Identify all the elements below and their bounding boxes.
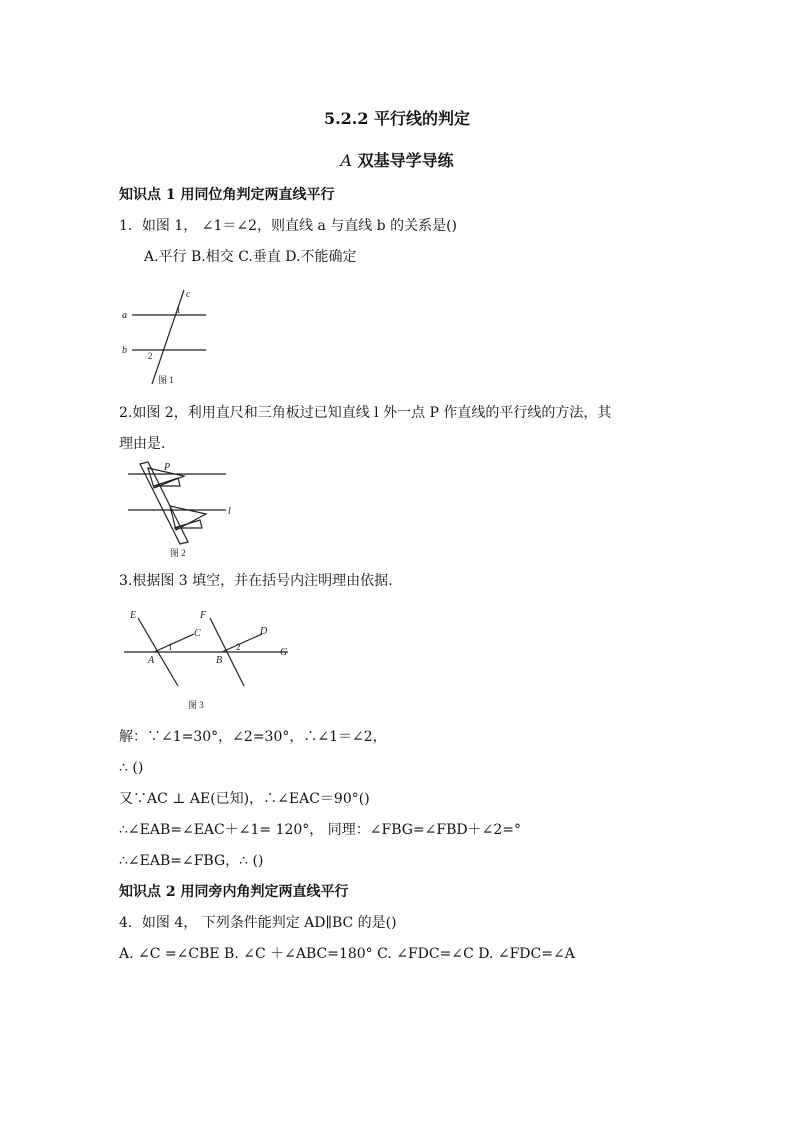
fig3-label-f: F [200,610,207,621]
fig3-angle-1: 1 [168,642,173,652]
fig2-label-l: l [228,506,231,517]
fig3-label-d: D [260,626,268,637]
q2-stem-line2: 理由是. [119,436,166,452]
section-heading [0,148,794,171]
q3-solution-line1: 解：∵∠1=30°，∠2=30°，∴∠1＝∠2， [119,729,387,745]
q3-solution-line4: ∴∠EAB=∠EAC＋∠1= 120°， 同理：∠FBG=∠FBD＋∠2=° [119,822,521,838]
figure-3 [118,604,298,714]
fig3-label-g: G [280,647,288,658]
fig3-label-e: E [130,610,137,621]
fig3-label-a: A [148,655,155,666]
q3-solution-line3: 又∵AC ⊥ AE(已知)，∴∠EAC＝90°() [119,791,370,807]
figure-2 [118,458,248,562]
figure-1 [118,284,218,390]
fig3-angle-2: 2 [236,642,241,652]
q1-options: A.平行 B.相交 C.垂直 D.不能确定 [144,249,357,265]
section-name: 双基导学导练 [357,151,454,170]
fig1-label-b: b [122,345,127,356]
knowledge-point-2: 知识点 2 用同旁内角判定两直线平行 [119,884,349,900]
q2-stem-line1: 2.如图 2，利用直尺和三角板过已知直线 l 外一点 P 作直线的平行线的方法，其 [119,405,612,421]
fig3-label-c: C [194,628,201,639]
knowledge-point-1: 知识点 1 用同位角判定两直线平行 [119,187,335,203]
fig1-label-a: a [122,310,127,321]
page-title: 5.2.2 平行线的判定 [323,109,471,128]
q4-stem: 4．如图 4， 下列条件能判定 AD∥BC 的是() [119,915,397,931]
q4-options: A. ∠C =∠CBE B. ∠C ＋∠ABC=180° C. ∠FDC=∠C D. ∠FDC=∠A [119,946,575,962]
fig3-ray-ac [154,634,194,652]
fig1-angle-2: 2 [148,351,153,361]
fig3-label-b: B [216,655,223,666]
fig3-ray-bd [222,634,262,652]
section-letter: A [340,151,352,170]
q1-stem: 1．如图 1， ∠1＝∠2，则直线 a 与直线 b 的关系是() [119,218,458,234]
q3-stem: 3.根据图 3 填空，并在括号内注明理由依据. [119,573,393,589]
fig2-label-p: P [164,462,171,473]
q3-solution-line5: ∴∠EAB=∠FBG，∴ () [119,853,264,869]
fig1-caption: 图 1 [158,375,174,385]
q3-solution-line2: ∴ () [119,760,144,776]
fig1-angle-1: 1 [176,305,181,315]
fig1-label-c: c [186,289,191,300]
fig2-caption: 图 2 [170,548,186,558]
fig3-caption: 图 3 [188,700,204,710]
